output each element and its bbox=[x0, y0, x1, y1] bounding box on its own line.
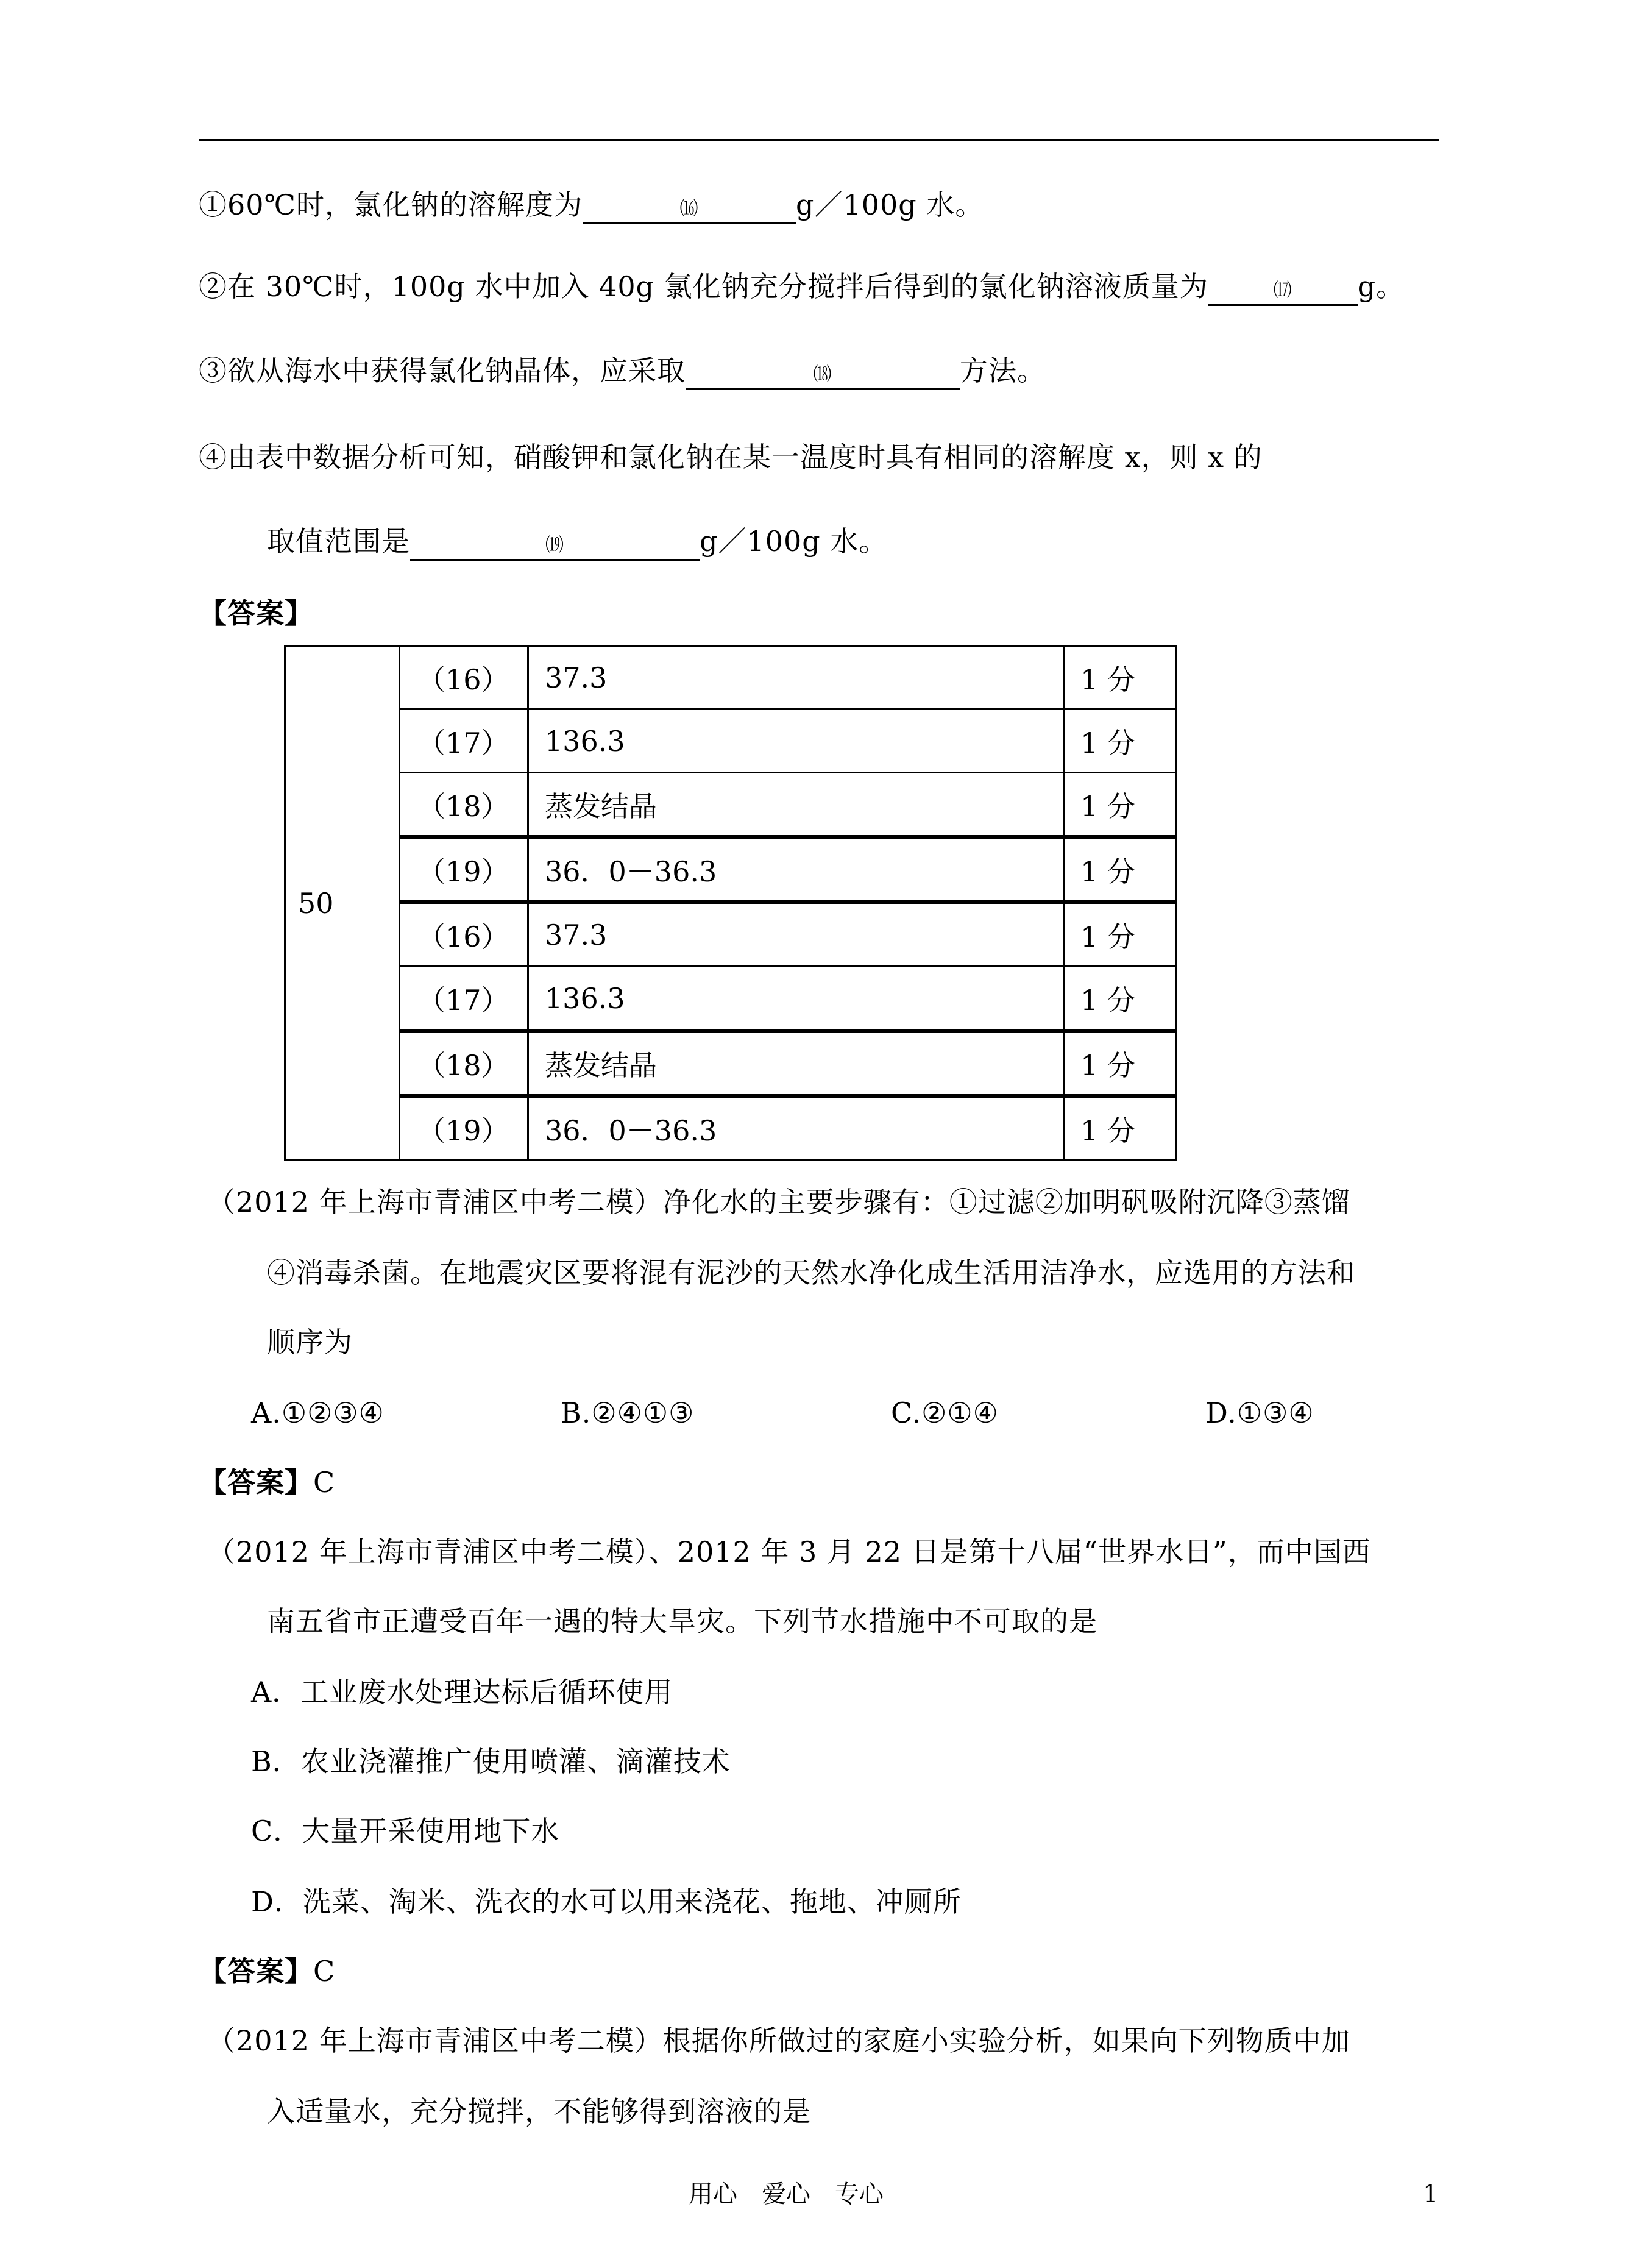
blank-number-cell: （17） bbox=[400, 709, 528, 773]
mc1-answer-label: 【答案】 bbox=[199, 1466, 313, 1499]
points-cell: 1 分 bbox=[1064, 773, 1176, 837]
mc3-stem-line-2: 入适量水，充分搅拌，不能够得到溶液的是 bbox=[267, 2095, 811, 2128]
mc2-option-c: C．大量开采使用地下水 bbox=[251, 1815, 560, 1847]
answer-table bbox=[284, 645, 1177, 1161]
table-row bbox=[285, 967, 1176, 1031]
q4-suffix: g／100g 水。 bbox=[700, 525, 888, 558]
question-line-3 bbox=[199, 352, 1046, 390]
table-row bbox=[285, 646, 1176, 709]
blank-19: ⒆ bbox=[410, 533, 700, 561]
points-cell: 1 分 bbox=[1064, 646, 1176, 709]
mc2-stem-line-2: 南五省市正遭受百年一遇的特大旱灾。下列节水措施中不可取的是 bbox=[267, 1605, 1097, 1638]
mc1-answer bbox=[199, 1464, 335, 1501]
blank-16: ⒃ bbox=[583, 197, 796, 224]
answer-value-cell: 37.3 bbox=[528, 646, 1064, 709]
mc2-option-a: A．工业废水处理达标后循环使用 bbox=[251, 1676, 673, 1708]
q4-prefix: 取值范围是 bbox=[267, 525, 410, 558]
mc2-answer-label: 【答案】 bbox=[199, 1955, 313, 1988]
q3-prefix: ③欲从海水中获得氯化钠晶体，应采取 bbox=[199, 354, 686, 387]
points-cell: 1 分 bbox=[1064, 1031, 1176, 1096]
page-number: 1 bbox=[1423, 2180, 1439, 2208]
table-row bbox=[285, 709, 1176, 773]
answer-value-cell: 蒸发结晶 bbox=[528, 773, 1064, 837]
question-line-1 bbox=[199, 187, 984, 224]
points-cell: 1 分 bbox=[1064, 709, 1176, 773]
mc1-option-a: A.①②③④ bbox=[251, 1396, 385, 1429]
table-row bbox=[285, 773, 1176, 837]
header-rule bbox=[199, 139, 1439, 141]
q1-prefix: ①60℃时，氯化钠的溶解度为 bbox=[199, 188, 583, 221]
points-cell: 1 分 bbox=[1064, 837, 1176, 902]
points-cell: 1 分 bbox=[1064, 1096, 1176, 1161]
mc1-answer-value: C bbox=[313, 1466, 336, 1499]
q1-suffix: g／100g 水。 bbox=[796, 188, 984, 221]
mc1-stem-line-2: ④消毒杀菌。在地震灾区要将混有泥沙的天然水净化成生活用洁净水，应选用的方法和 bbox=[267, 1256, 1355, 1289]
blank-number-cell: （18） bbox=[400, 773, 528, 837]
answer-value-cell: 136.3 bbox=[528, 709, 1064, 773]
points-cell: 1 分 bbox=[1064, 902, 1176, 967]
mc1-option-d: D.①③④ bbox=[1205, 1396, 1314, 1429]
mc3-stem-line-1: （2012 年上海市青浦区中考二模）根据你所做过的家庭小实验分析，如果向下列物质中加 bbox=[207, 2024, 1350, 2057]
mc1-option-c: C.②①④ bbox=[891, 1396, 999, 1429]
blank-number-cell: （18） bbox=[400, 1031, 528, 1096]
question-line-4: ④由表中数据分析可知，硝酸钾和氯化钠在某一温度时具有相同的溶解度 x，则 x 的 bbox=[199, 441, 1263, 474]
table-row bbox=[285, 837, 1176, 902]
q2-suffix: g。 bbox=[1357, 270, 1405, 303]
answer-value-cell: 36．0－36.3 bbox=[528, 1096, 1064, 1161]
mc2-answer-value: C bbox=[313, 1955, 336, 1988]
question-number-cell: 50 bbox=[285, 646, 400, 1161]
blank-number-cell: （19） bbox=[400, 837, 528, 902]
blank-number-cell: （16） bbox=[400, 646, 528, 709]
blank-number-cell: （16） bbox=[400, 902, 528, 967]
blank-18: ⒅ bbox=[686, 363, 960, 390]
q2-prefix: ②在 30℃时，100g 水中加入 40g 氯化钠充分搅拌后得到的氯化钠溶液质量为 bbox=[199, 270, 1208, 303]
table-row bbox=[285, 902, 1176, 967]
answer-value-cell: 37.3 bbox=[528, 902, 1064, 967]
mc2-option-b: B．农业浇灌推广使用喷灌、滴灌技术 bbox=[251, 1745, 731, 1778]
answer-value-cell: 36．0－36.3 bbox=[528, 837, 1064, 902]
footer-motto: 用心 爱心 专心 bbox=[689, 2180, 884, 2208]
answer-label: 【答案】 bbox=[199, 597, 313, 630]
question-line-2 bbox=[199, 268, 1405, 306]
table-row bbox=[285, 1031, 1176, 1096]
blank-number-cell: （19） bbox=[400, 1096, 528, 1161]
q3-suffix: 方法。 bbox=[960, 354, 1046, 387]
answer-value-cell: 136.3 bbox=[528, 967, 1064, 1031]
blank-number-cell: （17） bbox=[400, 967, 528, 1031]
mc1-stem-line-1: （2012 年上海市青浦区中考二模）净化水的主要步骤有：①过滤②加明矾吸附沉降③蒸馏 bbox=[207, 1186, 1350, 1218]
answer-value-cell: 蒸发结晶 bbox=[528, 1031, 1064, 1096]
mc1-stem-line-3: 顺序为 bbox=[267, 1326, 353, 1359]
points-cell: 1 分 bbox=[1064, 967, 1176, 1031]
question-line-4b bbox=[267, 523, 887, 561]
mc2-stem-line-1: （2012 年上海市青浦区中考二模）、2012 年 3 月 22 日是第十八届“世界水日”，而中国西 bbox=[207, 1535, 1371, 1568]
table-row bbox=[285, 1096, 1176, 1161]
mc2-answer bbox=[199, 1953, 335, 1989]
mc2-option-d: D．洗菜、淘米、洗衣的水可以用来浇花、拖地、冲厕所 bbox=[251, 1885, 962, 1918]
mc1-option-b: B.②④①③ bbox=[561, 1396, 695, 1429]
blank-17: ⒄ bbox=[1208, 279, 1358, 306]
